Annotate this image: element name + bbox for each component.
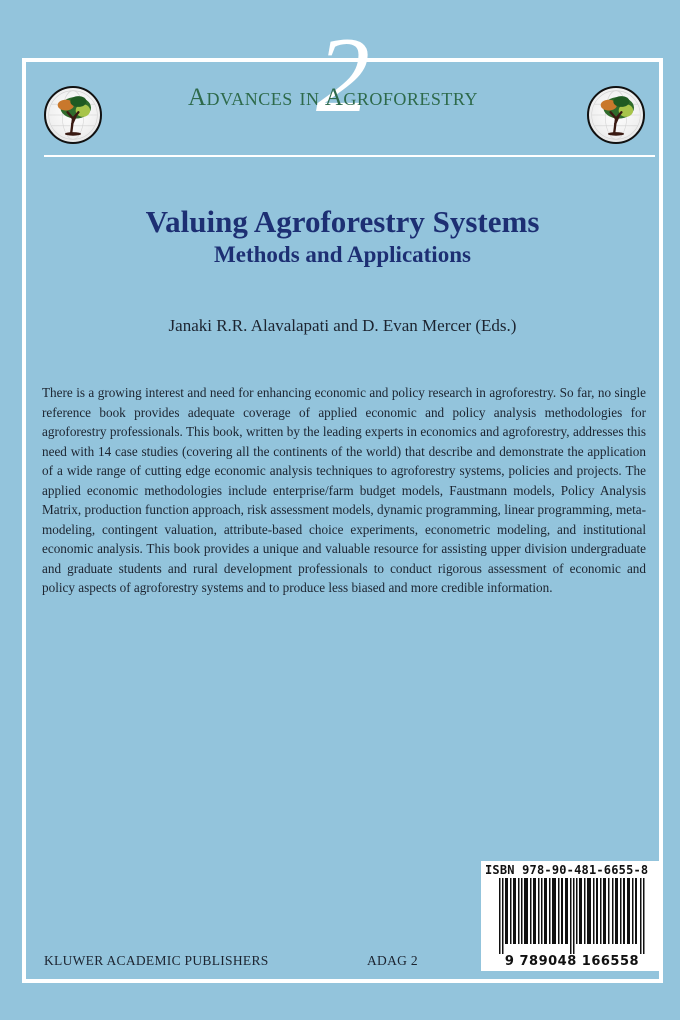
header-divider: [44, 155, 655, 157]
publisher-name: KLUWER ACADEMIC PUBLISHERS: [44, 953, 269, 968]
book-subtitle: Methods and Applications: [214, 242, 471, 267]
cover-frame: [22, 16, 663, 983]
title-block: [26, 204, 659, 270]
tree-globe-logo-icon: [587, 86, 645, 144]
barcode-digits: 9 789048 166558: [504, 954, 640, 969]
series-volume-number: 2: [316, 16, 370, 135]
isbn-barcode-box: [481, 861, 663, 971]
barcode-icon: [499, 878, 645, 954]
tree-globe-logo-icon: [44, 86, 102, 144]
book-editors: Janaki R.R. Alavalapati and D. Evan Mercer (Eds.): [168, 316, 517, 335]
isbn-label: ISBN 978-90-481-6655-8: [485, 863, 649, 877]
barcode-number: [481, 954, 663, 969]
series-title: Advances in Agroforestry: [188, 84, 478, 111]
back-cover-blurb: There is a growing interest and need for enhancing economic and policy research in agroforestry. So far, no single reference book provides adequate coverage of applied economic and policy analysis methodologies for agroforestry professionals. This book, written by the leading experts in economics and agroforestry, addresses this need with 14 case studies (covering all the continents of the world) that describe and demonstrate the application of a wide range of cutting edge economic analysis techniques to agroforestry systems, policies and projects. The applied economic methodologies include enterprise/farm budget models, Faustmann models, Policy Analysis Matrix, production function approach, risk assessment models, dynamic programming, linear programming, meta-modeling, contingent valuation, attribute-based choice experiments, econometric modeling, and institutional economic analysis. This book provides a unique and valuable resource for assisting upper division undergraduate and graduate students and rural development professionals to conduct rigorous assessment of economic and policy aspects of agroforestry systems and to produce less biased and more credible information.: [42, 385, 646, 596]
book-title: Valuing Agroforestry Systems: [145, 204, 540, 239]
series-code: ADAG 2: [367, 953, 418, 968]
series-header: [26, 16, 659, 162]
